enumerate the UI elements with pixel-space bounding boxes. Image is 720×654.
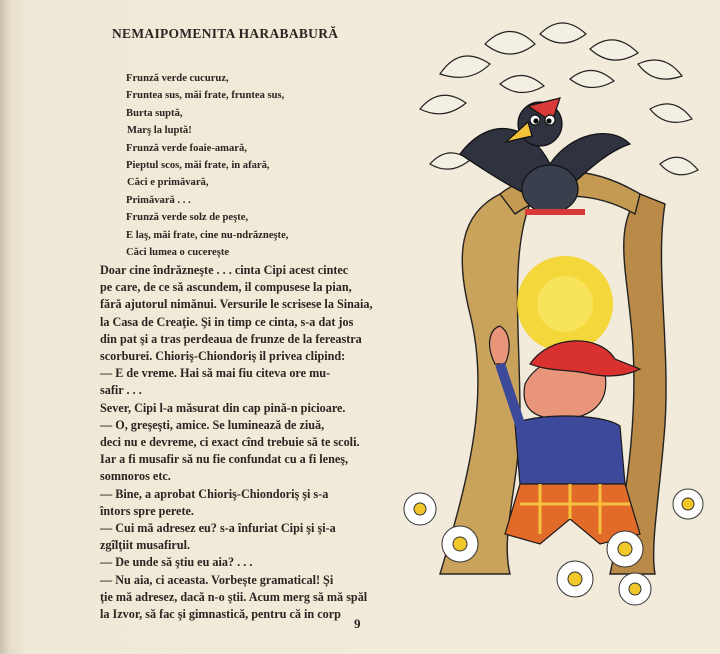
text-line: scorburei. Chioriş-Chiondoriş il privea clipind: bbox=[100, 349, 346, 364]
text-line: fără ajutorul nimănui. Versurile le scrisese la Sinaia, bbox=[100, 297, 373, 312]
page-number: 9 bbox=[354, 616, 361, 631]
story-text bbox=[100, 262, 386, 623]
poem-line: Pieptul scos, măi frate, in afară, bbox=[126, 160, 270, 172]
poem-line: Primăvară . . . bbox=[126, 194, 191, 206]
sun bbox=[517, 256, 613, 352]
chapter-title: NEMAIPOMENITA HARABABURĂ bbox=[112, 26, 339, 41]
text-line: la Casa de Creaţie. Şi in timp ce cinta, s-a dat jos bbox=[100, 314, 354, 329]
poem-line: E laş, măi frate, cine nu-ndrăzneşte, bbox=[126, 229, 289, 241]
text-line: safir . . . bbox=[100, 383, 142, 398]
text-line: ţie mă adresez, dacă n-o ştii. Acum merg să mă spăl bbox=[100, 589, 368, 604]
text-line: — De unde să ştiu eu aia? . . . bbox=[100, 555, 253, 570]
text-line: la Izvor, să fac şi gimnastică, pentru că in corp bbox=[100, 607, 341, 622]
poem bbox=[126, 70, 288, 261]
text-line: pe care, de ce să ascundem, il compusese la pian, bbox=[100, 280, 352, 295]
text-line: Iar a fi musafir să nu fie confundat cu a fi leneş, bbox=[100, 452, 349, 467]
text-line: somnoros etc. bbox=[100, 469, 171, 484]
poem-line: Căci lumea o cucereşte bbox=[126, 247, 230, 259]
poem-line: Căci e primăvară, bbox=[127, 177, 209, 189]
text-line: Sever, Cipi l-a măsurat din cap pină-n picioare. bbox=[100, 400, 346, 415]
text-line: Doar cine îndrăzneşte . . . cinta Cipi acest cintec bbox=[100, 263, 349, 277]
poem-line: Frunză verde solz de peşte, bbox=[126, 212, 249, 224]
poem-line: Marş la luptă! bbox=[127, 125, 192, 137]
poem-line: Fruntea sus, măi frate, fruntea sus, bbox=[126, 90, 285, 102]
text-line: deci nu e devreme, ci exact cînd trebuie să te scoli. bbox=[100, 435, 360, 450]
text-line: din pat şi a tras perdeaua de frunze de la fereastra bbox=[100, 331, 362, 346]
poem-line: Frunză verde foaie-amară, bbox=[126, 142, 247, 154]
text-line: zgîlţiit musafirul. bbox=[100, 538, 191, 553]
illustration-tree-crow-gnome bbox=[400, 14, 714, 614]
text-line: — Bine, a aprobat Chioriş-Chiondoriş şi s-a bbox=[100, 486, 329, 501]
text-line: — Cui mă adresez eu? s-a înfuriat Cipi şi şi-a bbox=[100, 521, 336, 536]
poem-line: Burta suptă, bbox=[126, 107, 183, 119]
text-line: întors spre perete. bbox=[100, 503, 194, 518]
poem-line: Frunză verde cucuruz, bbox=[126, 73, 229, 84]
text-line: — E de vreme. Hai să mai fiu citeva ore mu- bbox=[100, 366, 331, 381]
text-line: — O, greşeşti, amice. Se luminează de ziuă, bbox=[100, 417, 325, 432]
text-line: — Nu aia, ci aceasta. Vorbeşte gramatical! Şi bbox=[100, 572, 334, 587]
